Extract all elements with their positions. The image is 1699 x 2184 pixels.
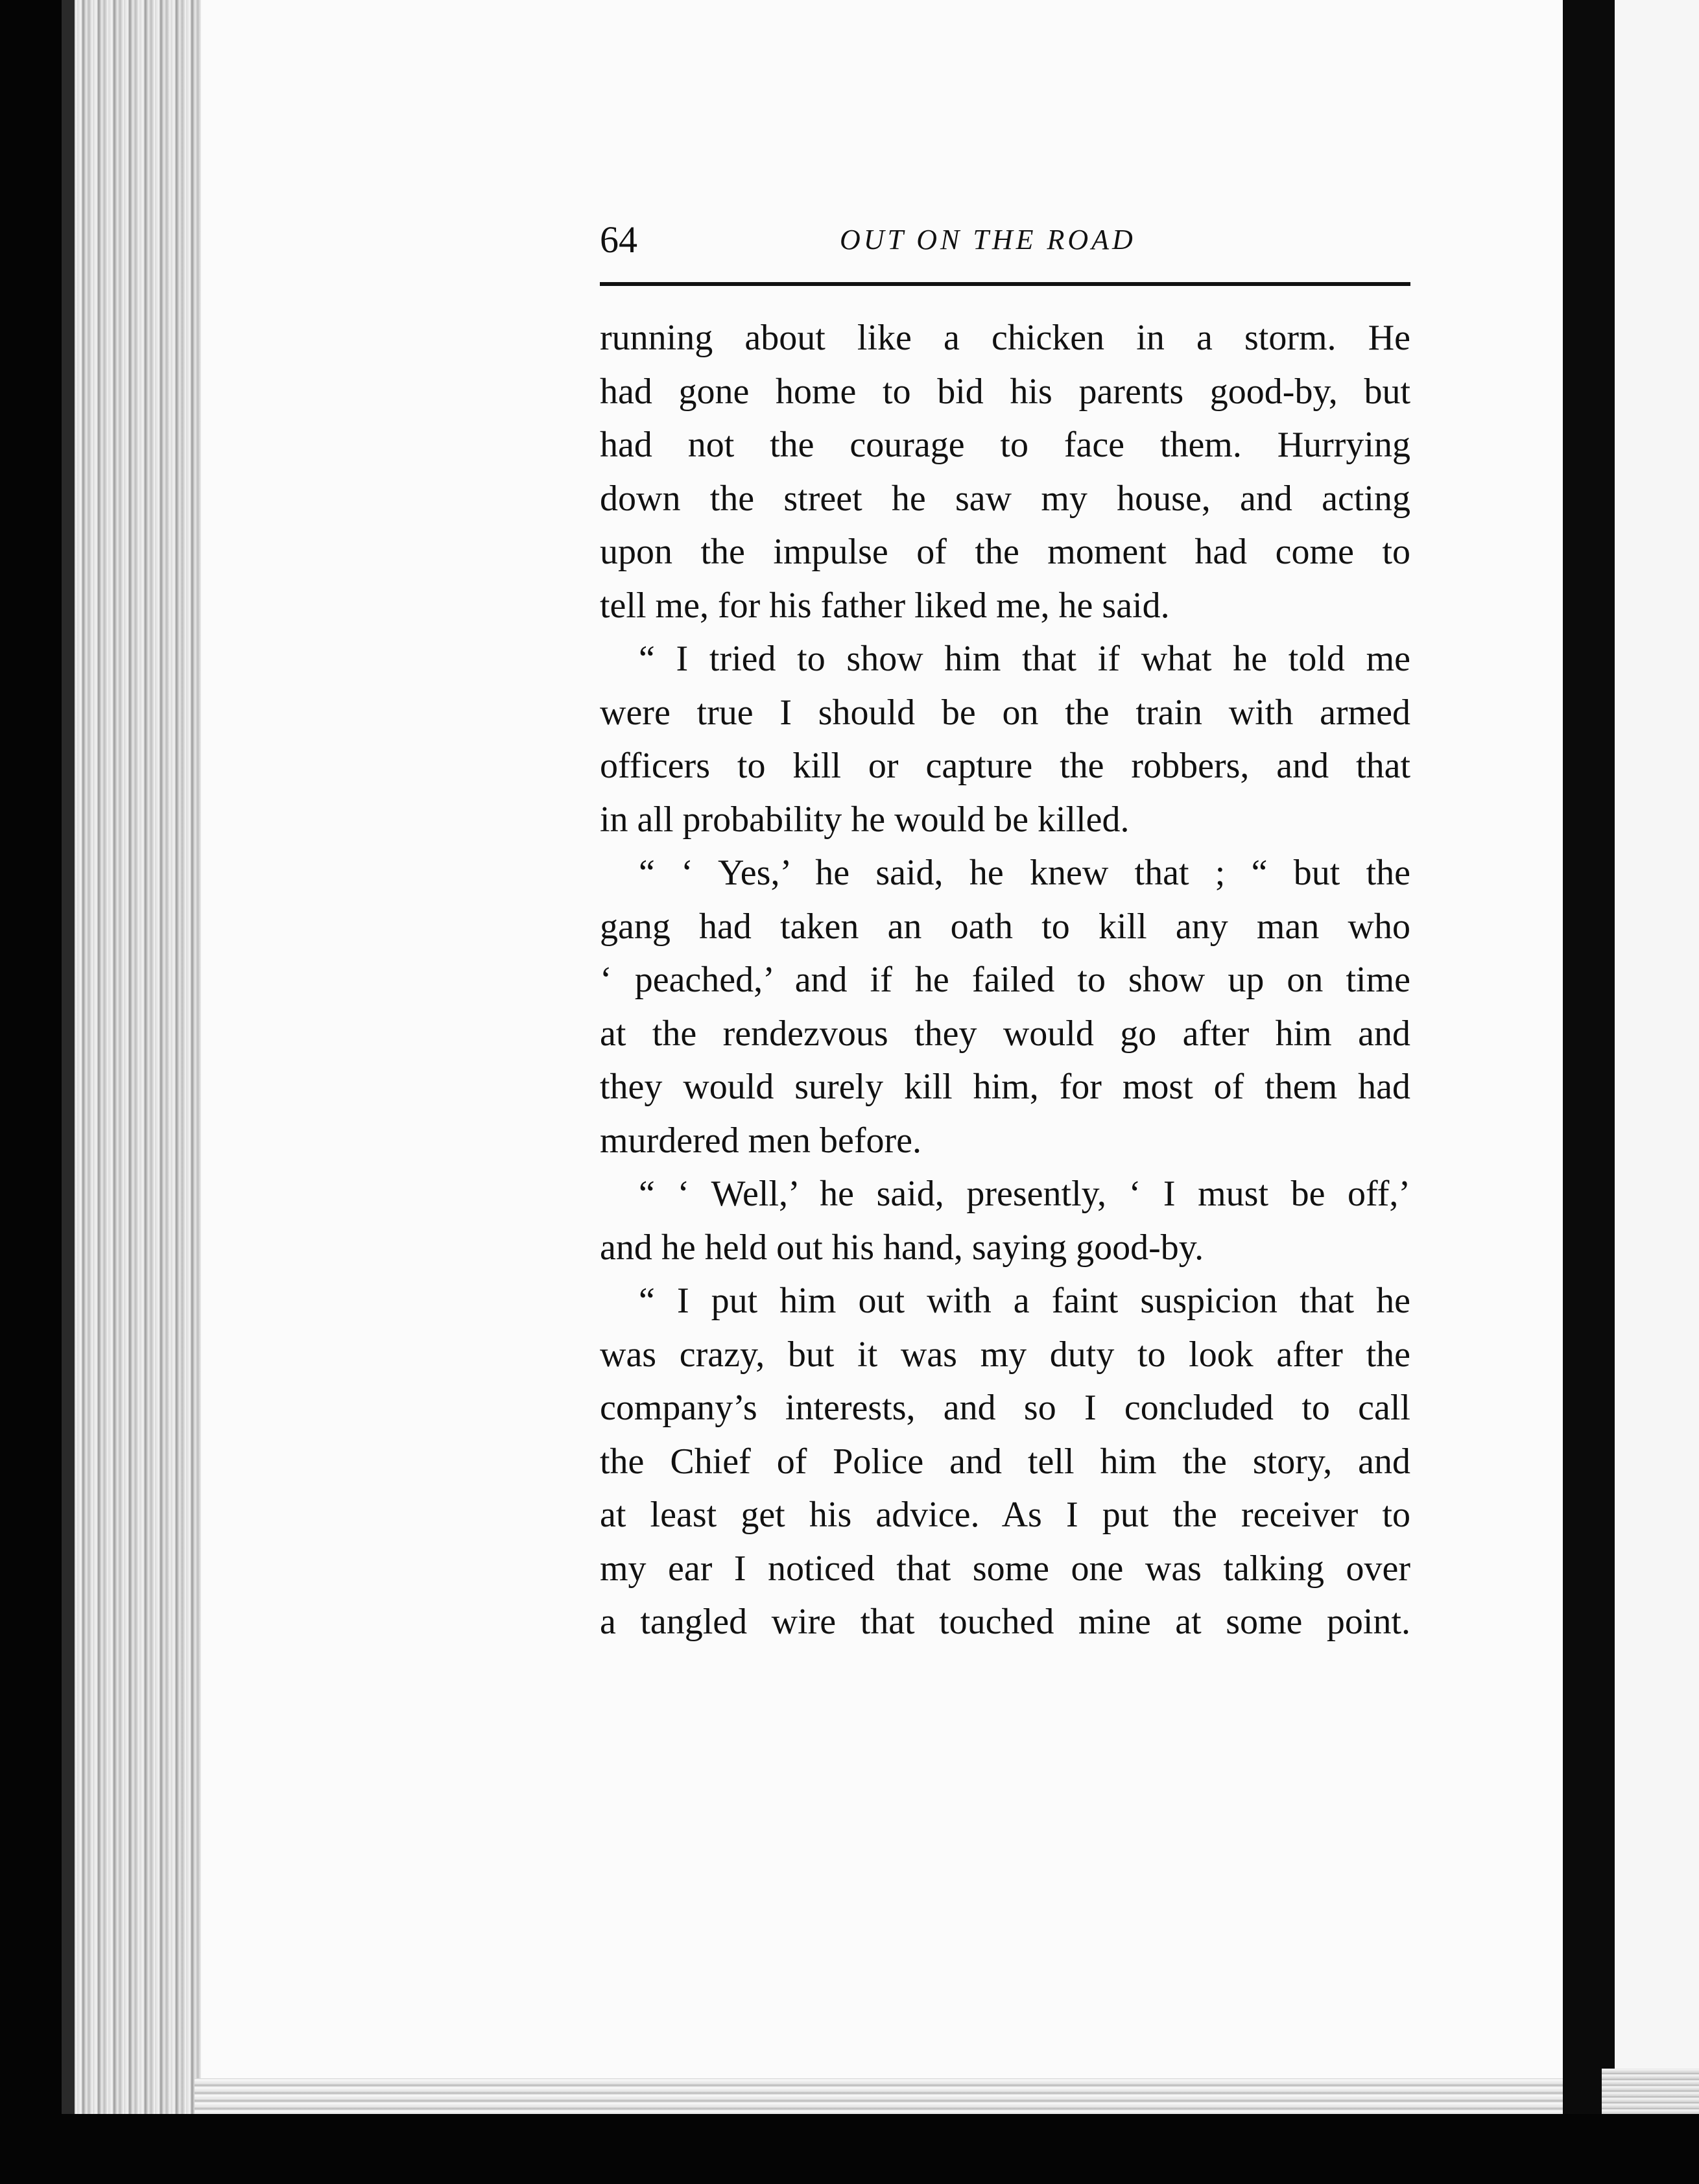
text-line: my ear I noticed that some one was talking over (600, 1548, 1410, 1589)
text-line: down the street he saw my house, and acting (600, 478, 1410, 519)
text-line: they would surely kill him, for most of them had (600, 1067, 1410, 1107)
text-line: “ ‘ Well,’ he said, presently, ‘ I must be off,’ (639, 1174, 1410, 1214)
page-edges-left (62, 0, 211, 2114)
text-line: “ I put him out with a faint suspicion that he (639, 1281, 1410, 1321)
facing-page (1615, 0, 1699, 2088)
page-number: 64 (600, 219, 637, 261)
text-line: gang had taken an oath to kill any man who (600, 906, 1410, 947)
text-line: were true I should be on the train with armed (600, 692, 1410, 733)
text-line: running about like a chicken in a storm. He (600, 318, 1410, 358)
text-line: murdered men before. (600, 1120, 921, 1161)
body-text (600, 311, 1410, 1649)
facing-page-edges (1602, 2069, 1699, 2114)
spine-shadow (62, 0, 75, 2114)
text-line: the Chief of Police and tell him the story, and (600, 1441, 1410, 1482)
gutter (1563, 0, 1615, 2114)
text-line: and he held out his hand, saying good-by. (600, 1227, 1204, 1268)
text-line: officers to kill or capture the robbers, and that (600, 746, 1410, 786)
text-line: a tangled wire that touched mine at some point. (600, 1602, 1410, 1642)
text-line: had not the courage to face them. Hurrying (600, 425, 1410, 465)
running-title: OUT ON THE ROAD (840, 224, 1136, 255)
text-line: tell me, for his father liked me, he said. (600, 585, 1170, 626)
page-edges-bottom (195, 2078, 1563, 2114)
text-line: at least get his advice. As I put the receiver to (600, 1495, 1410, 1535)
text-line: “ I tried to show him that if what he told me (639, 639, 1410, 679)
text-line: company’s interests, and so I concluded to call (600, 1388, 1410, 1428)
text-line: upon the impulse of the moment had come to (600, 532, 1410, 572)
text-line: had gone home to bid his parents good-by, but (600, 371, 1410, 412)
header-rule (600, 282, 1410, 286)
page-header (600, 214, 1410, 272)
text-line: in all probability he would be killed. (600, 799, 1130, 840)
text-line: ‘ peached,’ and if he failed to show up on time (600, 960, 1410, 1000)
text-line: was crazy, but it was my duty to look after the (600, 1334, 1410, 1375)
text-line: at the rendezvous they would go after him and (600, 1013, 1410, 1054)
text-line: “ ‘ Yes,’ he said, he knew that ; “ but the (639, 853, 1410, 893)
